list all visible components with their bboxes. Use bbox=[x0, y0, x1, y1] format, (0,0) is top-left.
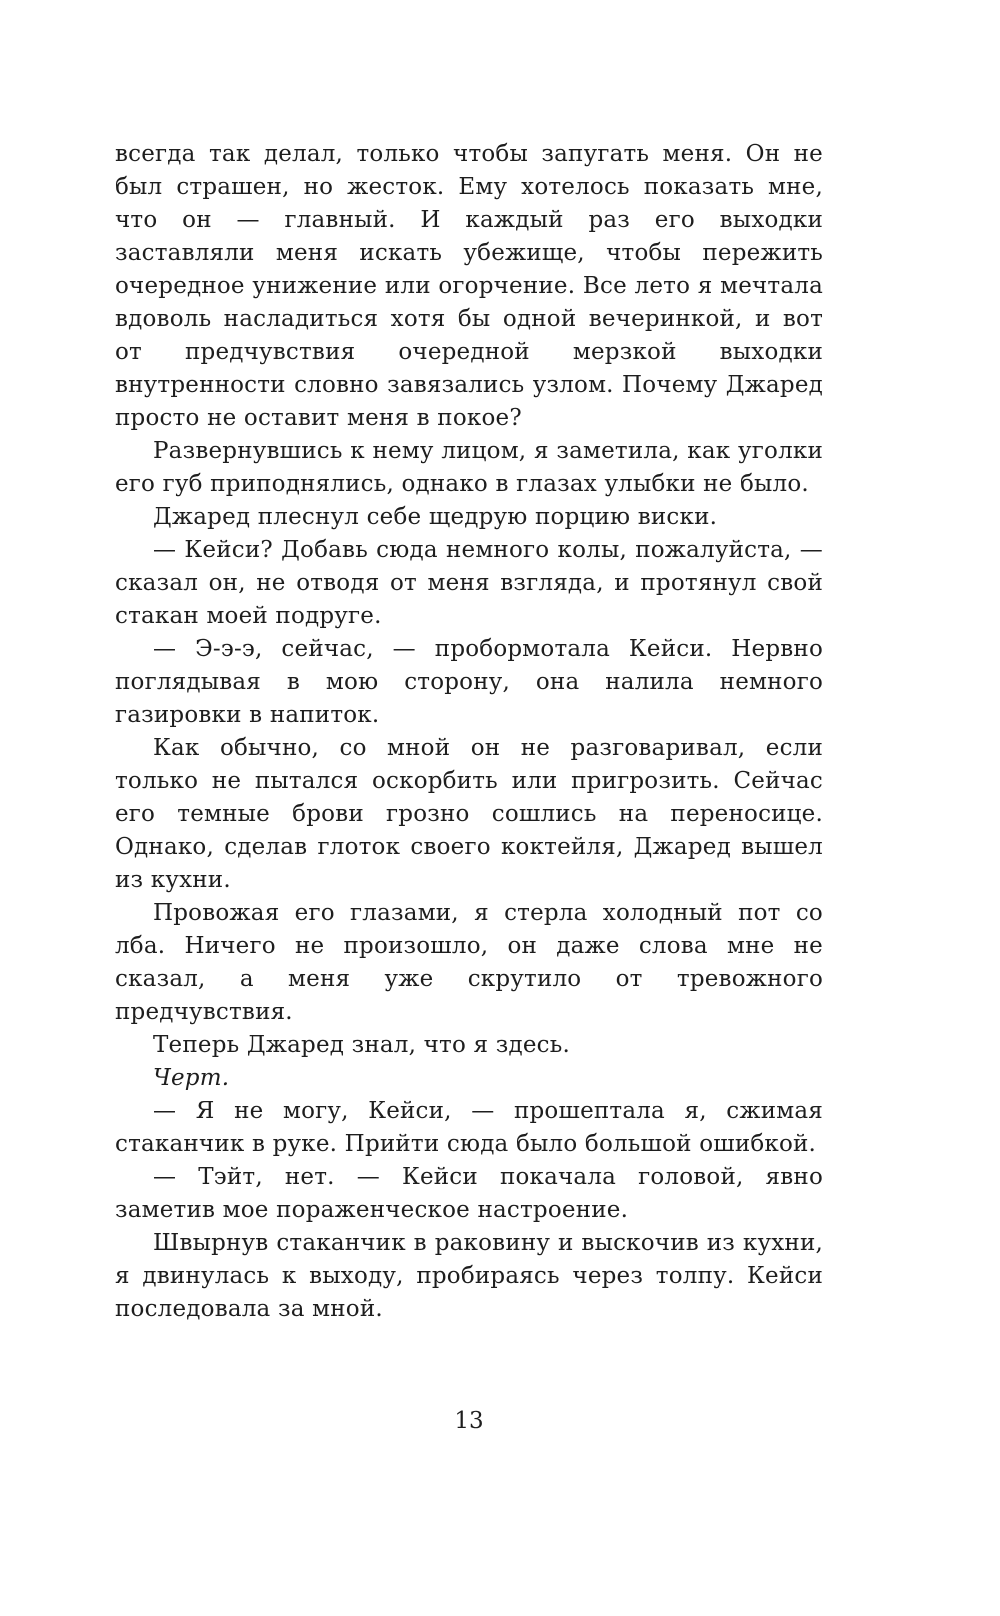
paragraph: — Э-э-э, сейчас, — пробормотала Кейси. Нервно поглядывая в мою сторону, она налила немного газировки в напиток. bbox=[115, 636, 823, 728]
paragraph: Швырнув стаканчик в раковину и выскочив из кухни, я двинулась к выходу, пробираясь через толпу. Кейси последовала за мной. bbox=[115, 1230, 823, 1322]
paragraph: Джаред плеснул себе щедрую порцию виски. bbox=[153, 504, 718, 530]
paragraph: Развернувшись к нему лицом, я заметила, как уголки его губ приподнялись, однако в глазах улыбки не было. bbox=[115, 438, 823, 497]
paragraph-italic: Черт. bbox=[153, 1065, 230, 1091]
paragraph: Теперь Джаред знал, что я здесь. bbox=[153, 1032, 570, 1058]
paragraph: — Я не могу, Кейси, — прошептала я, сжимая стаканчик в руке. Прийти сюда было большой ошибкой. bbox=[115, 1098, 823, 1157]
paragraph: — Тэйт, нет. — Кейси покачала головой, явно заметив мое пораженческое настроение. bbox=[115, 1164, 823, 1223]
text-block bbox=[115, 138, 823, 1326]
paragraph: всегда так делал, только чтобы запугать меня. Он не был страшен, но жесток. Ему хотелось показать мне, что он — главный. И каждый раз его выходки заставляли меня искать убежище, чтобы пережить очередное унижение или огорчение. Все лето я мечтала вдоволь насладиться хотя бы одной вечеринкой, и вот от предчувствия очередной мерзкой выходки внутренности словно завязались узлом. Почему Джаред просто не оставит меня в покое? bbox=[115, 141, 823, 431]
paragraph: Провожая его глазами, я стерла холодный пот со лба. Ничего не произошло, он даже слова мне не сказал, а меня уже скрутило от тревожного предчувствия. bbox=[115, 900, 823, 1025]
paragraph: — Кейси? Добавь сюда немного колы, пожалуйста, — сказал он, не отводя от меня взгляда, и протянул свой стакан моей подруге. bbox=[115, 537, 823, 629]
page-number: 13 bbox=[454, 1408, 484, 1434]
paragraph: Как обычно, со мной он не разговаривал, если только не пытался оскорбить или пригрозить. Сейчас его темные брови грозно сошлись на переносице. Однако, сделав глоток своего коктейля, Джаред вышел из кухни. bbox=[115, 735, 823, 893]
